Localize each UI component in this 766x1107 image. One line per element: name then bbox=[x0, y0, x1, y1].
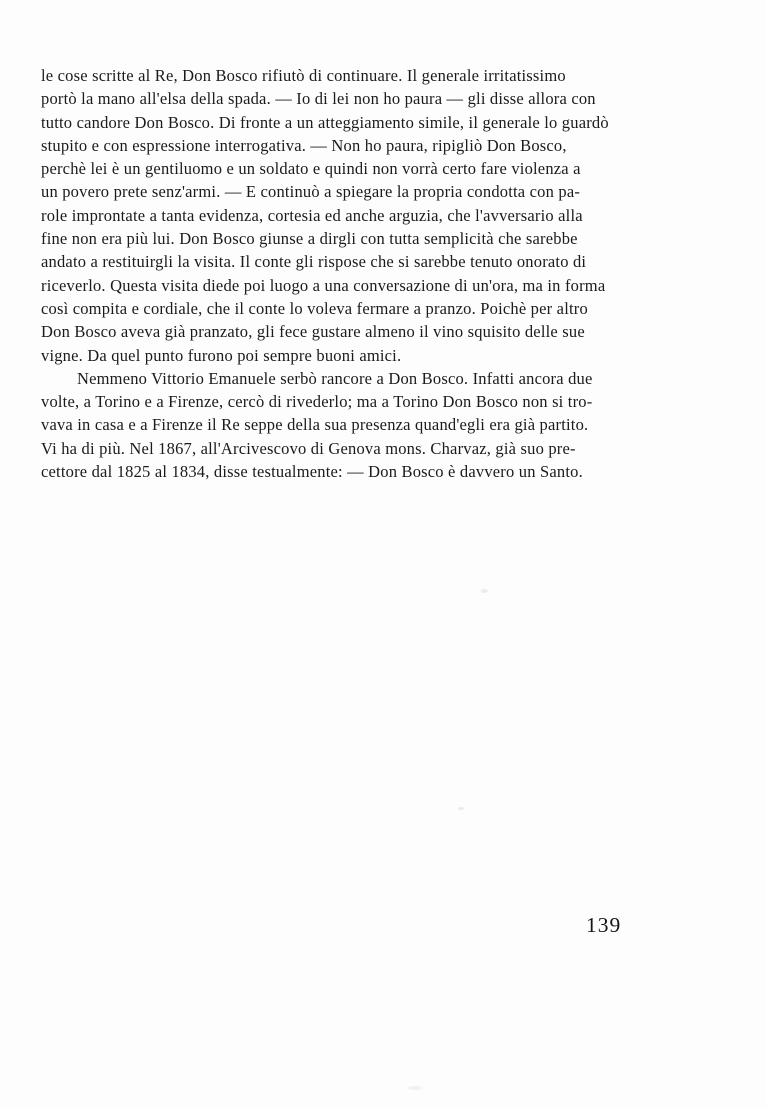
text-line: Vi ha di più. Nel 1867, all'Arcivescovo di Genova mons. Charvaz, già suo pre- bbox=[41, 438, 576, 458]
text-line: perchè lei è un gentiluomo e un soldato e quindi non vorrà certo fare violenza a bbox=[41, 159, 581, 179]
text-line: volte, a Torino e a Firenze, cercò di rivederlo; ma a Torino Don Bosco non si tro- bbox=[41, 392, 593, 412]
text-line: stupito e con espressione interrogativa. — Non ho paura, ripigliò Don Bosco, bbox=[41, 135, 567, 155]
text-line: Nemmeno Vittorio Emanuele serbò rancore a Don Bosco. Infatti ancora due bbox=[77, 368, 593, 388]
text-line: fine non era più lui. Don Bosco giunse a dirgli con tutta semplicità che sarebbe bbox=[41, 229, 578, 249]
text-line: vigne. Da quel punto furono poi sempre buoni amici. bbox=[41, 345, 402, 365]
scan-artifact-speck bbox=[458, 807, 464, 810]
text-line: role improntate a tanta evidenza, cortesia ed anche arguzia, che l'avversario alla bbox=[41, 205, 583, 225]
body-text bbox=[41, 64, 727, 483]
text-line: tutto candore Don Bosco. Di fronte a un atteggiamento simile, il generale lo guardò bbox=[41, 112, 609, 132]
paragraph bbox=[41, 367, 727, 483]
text-line: andato a restituirgli la visita. Il conte gli rispose che si sarebbe tenuto onorato di bbox=[41, 252, 587, 272]
paragraph bbox=[41, 64, 727, 367]
text-line: un povero prete senz'armi. — E continuò a spiegare la propria condotta con pa- bbox=[41, 182, 581, 202]
text-line: cettore dal 1825 al 1834, disse testualmente: — Don Bosco è davvero un Santo. bbox=[41, 462, 583, 482]
text-line: vava in casa e a Firenze il Re seppe della sua presenza quand'egli era già partito. bbox=[41, 415, 589, 435]
scan-artifact-speck bbox=[408, 1086, 422, 1090]
scan-artifact-speck bbox=[481, 589, 488, 593]
text-line: Don Bosco aveva già pranzato, gli fece gustare almeno il vino squisito delle sue bbox=[41, 322, 585, 342]
text-line: portò la mano all'elsa della spada. — Io di lei non ho paura — gli disse allora con bbox=[41, 89, 596, 109]
text-line: le cose scritte al Re, Don Bosco rifiutò di continuare. Il generale irritatissimo bbox=[41, 66, 566, 85]
text-line: riceverlo. Questa visita diede poi luogo a una conversazione di un'ora, ma in forma bbox=[41, 275, 606, 295]
text-line: così compita e cordiale, che il conte lo voleva fermare a pranzo. Poichè per altro bbox=[41, 298, 588, 318]
page-number: 139 bbox=[586, 913, 622, 937]
